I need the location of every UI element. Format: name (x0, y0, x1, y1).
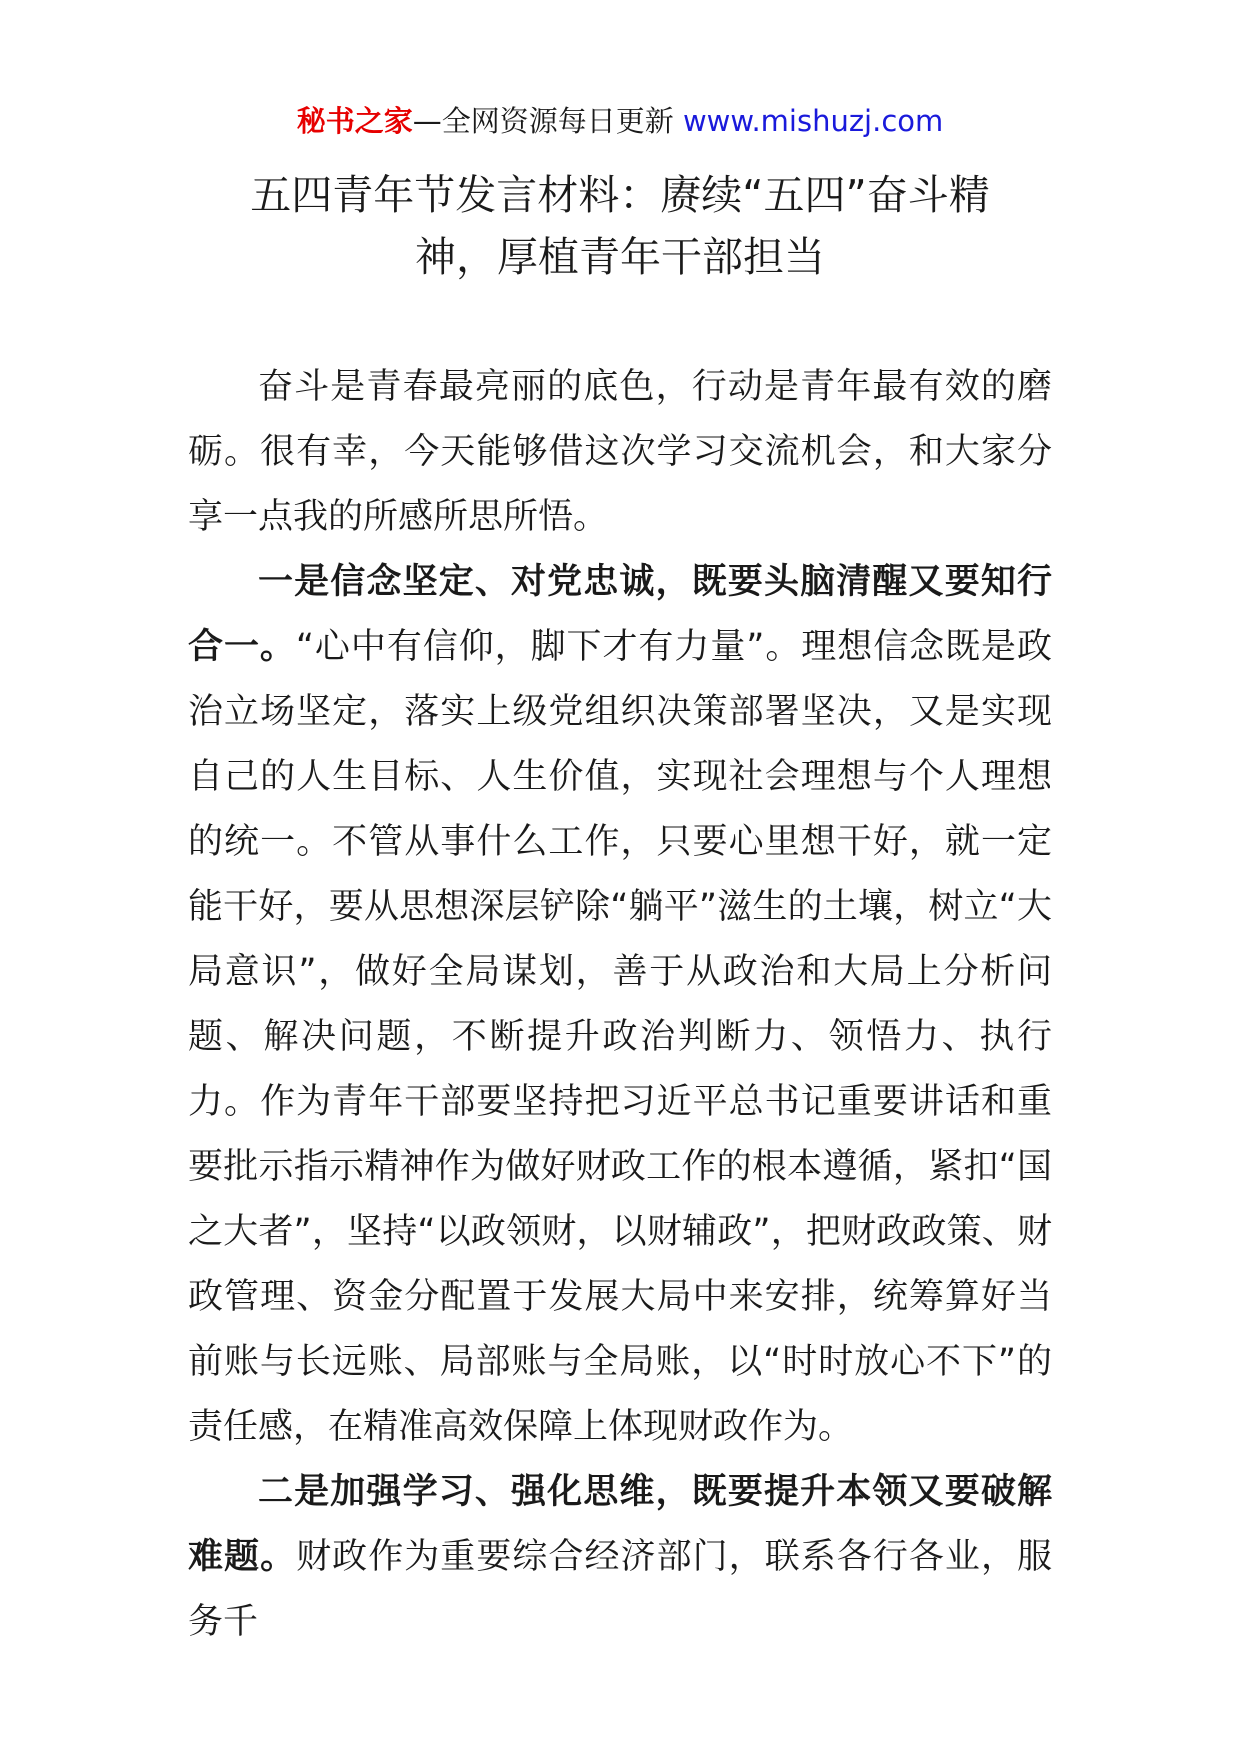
title-line-1: 五四青年节发言材料：赓续“五四”奋斗精 (250, 171, 990, 219)
document-body (188, 355, 1052, 1655)
paragraph-text: “心中有信仰，脚下才有力量”。理想信念既是政治立场坚定，落实上级党组织决策部署坚决，又是实现自己的人生目标、人生价值，实现社会理想与个人理想的统一。不管从事什么工作，只要心里想干好，就一定能干好，要从思想深层铲除“躺平”滋生的土壤，树立“大局意识”，做好全局谋划，善于从政治和大局上分析问题、解决问题，不断提升政治判断力、领悟力、执行力。作为青年干部要坚持把习近平总书记重要讲话和重要批示指示精神作为做好财政工作的根本遵循，紧扣“国之大者”，坚持“以政领财，以财辅政”，把财政政策、财政管理、资金分配置于发展大局中来安排，统筹算好当前账与长远账、局部账与全局账，以“时时放心不下”的责任感，在精准高效保障上体现财政作为。 (188, 627, 1052, 1447)
site-header (0, 100, 1240, 142)
brand-name: 秘书之家 (296, 104, 413, 138)
paragraph-point-1 (188, 550, 1052, 1460)
paragraph-point-2 (188, 1460, 1052, 1655)
paragraph-lead: 一是信念坚定、对党忠诚，既要头脑清醒又要知行合一。 (188, 562, 1052, 667)
paragraph-lead: 二是加强学习、强化思维，既要提升本领又要破解难题。 (188, 1472, 1052, 1577)
title-line-2: 神，厚植青年干部担当 (415, 233, 825, 281)
header-slogan: —全网资源每日更新 (412, 104, 683, 138)
document-title (190, 164, 1050, 288)
paragraph-intro (188, 355, 1052, 550)
site-url-link[interactable]: www.mishuzj.com (682, 104, 944, 138)
paragraph-text: 奋斗是青春最亮丽的底色，行动是青年最有效的磨砺。很有幸，今天能够借这次学习交流机会，和大家分享一点我的所感所思所悟。 (188, 367, 1052, 537)
paragraph-text: 财政作为重要综合经济部门，联系各行各业，服务千 (188, 1537, 1052, 1642)
